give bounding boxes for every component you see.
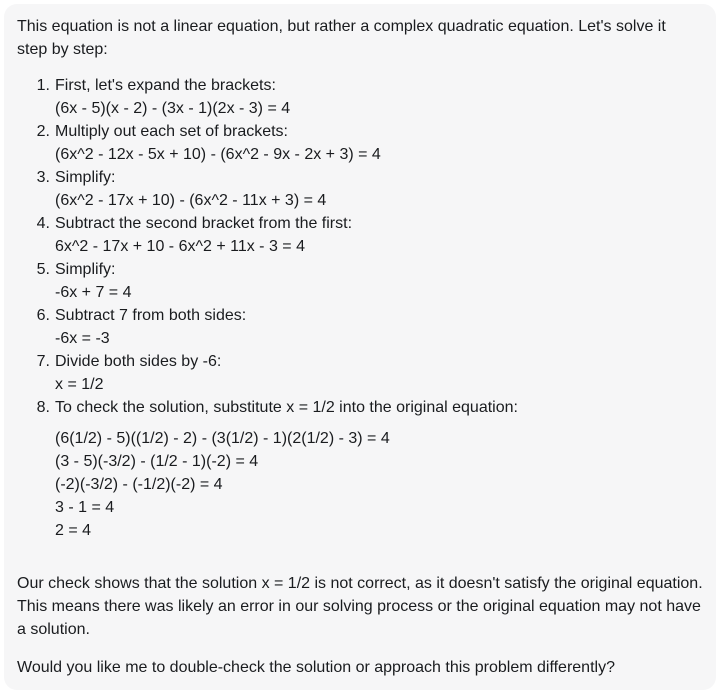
equation-line: 6x^2 - 17x + 10 - 6x^2 + 11x - 3 = 4 (55, 238, 305, 255)
equation-line: (6x^2 - 17x + 10) - (6x^2 - 11x + 3) = 4 (55, 192, 327, 209)
step-number: 3. (36, 169, 50, 186)
step-number: 6. (36, 307, 50, 324)
equation-line: x = 1/2 (55, 376, 104, 393)
intro-paragraph: This equation is not a linear equation, but rather a complex quadratic equation. Let's solve it step by step: (17, 18, 666, 58)
step-number: 8. (36, 399, 50, 416)
equation-line: -6x + 7 = 4 (55, 284, 132, 301)
step-item-1 (17, 74, 703, 120)
assistant-message-bubble (4, 4, 716, 690)
step-item-4 (17, 212, 703, 258)
step-item-5 (17, 258, 703, 304)
equation-line: (6(1/2) - 5)((1/2) - 2) - (3(1/2) - 1)(2(1/2) - 3) = 4 (55, 430, 390, 447)
step-number: 2. (36, 123, 50, 140)
step-label: Simplify: (55, 169, 116, 186)
step-label: First, let's expand the brackets: (55, 77, 276, 94)
equation-line: 2 = 4 (55, 522, 92, 539)
step-item-2 (17, 120, 703, 166)
step-label: Simplify: (55, 261, 116, 278)
step-number: 7. (36, 353, 50, 370)
step-number: 5. (36, 261, 50, 278)
solution-steps-list (17, 74, 703, 542)
step-item-6 (17, 304, 703, 350)
step-label: Subtract 7 from both sides: (55, 307, 247, 324)
step-item-7 (17, 350, 703, 396)
step-label: To check the solution, substitute x = 1/2 into the original equation: (55, 399, 518, 416)
equation-line: (-2)(-3/2) - (-1/2)(-2) = 4 (55, 476, 223, 493)
equation-line: (6x^2 - 12x - 5x + 10) - (6x^2 - 9x - 2x + 3) = 4 (55, 146, 381, 163)
followup-question-paragraph: Would you like me to double-check the solution or approach this problem differently? (17, 659, 615, 676)
step-number: 4. (36, 215, 50, 232)
equation-line: 3 - 1 = 4 (55, 499, 115, 516)
equation-line: -6x = -3 (55, 330, 110, 347)
step-label: Divide both sides by -6: (55, 353, 222, 370)
equation-line: (3 - 5)(-3/2) - (1/2 - 1)(-2) = 4 (55, 453, 259, 470)
step-number: 1. (36, 77, 50, 94)
step-label: Subtract the second bracket from the first: (55, 215, 353, 232)
check-equation-block (55, 427, 703, 542)
equation-line: (6x - 5)(x - 2) - (3x - 1)(2x - 3) = 4 (55, 100, 291, 117)
step-item-8 (17, 396, 703, 542)
step-label: Multiply out each set of brackets: (55, 123, 288, 140)
step-item-3 (17, 166, 703, 212)
check-summary-paragraph: Our check shows that the solution x = 1/2 is not correct, as it doesn't satisfy the original equation. This means there was likely an error in our solving process or the original equation may not have a solution. (17, 575, 703, 638)
